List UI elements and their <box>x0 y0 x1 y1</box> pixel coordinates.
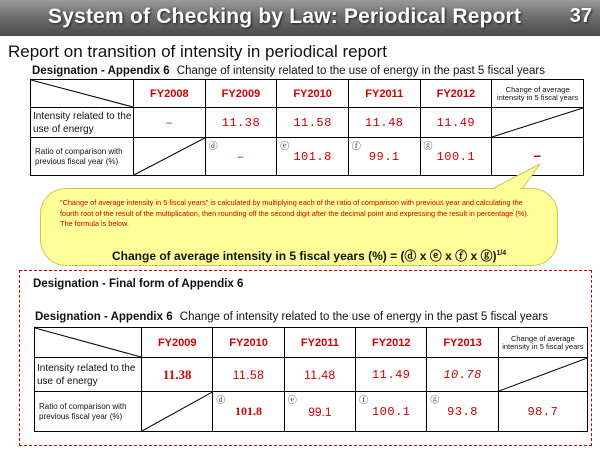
table2-row2-label-text: Ratio of comparison with previous fiscal year (%) <box>39 401 127 421</box>
table2-cell: 11.48 <box>284 358 355 392</box>
formula-text: Change of average intensity in 5 fiscal years (%) = (ⓓ x ⓔ x ⓕ x ⓖ) <box>112 249 497 263</box>
final-form-designation <box>33 278 243 290</box>
table2-ratio-value: 101.8 <box>235 404 263 418</box>
table2-ratio-cell <box>213 392 284 432</box>
table1-row2-label-text: Ratio of comparison with previous fiscal year (%) <box>35 146 123 166</box>
table2-ratio-value: 99.1 <box>308 404 332 419</box>
mark-e-icon: ⓔ <box>287 395 297 405</box>
table2-year-header: FY2013 <box>427 328 498 358</box>
table2-ratio-value: 93.8 <box>447 404 478 419</box>
callout-text: "Change of average intensity in 5 fiscal years" is calculated by multiplying each of the ratio of comparison with previous year and calculating the fourth root of the result of the multiplication, then rounding off the second digit after the decimal point and expressing the result in percentage (%). The formula is below. <box>60 198 529 228</box>
table1-year-header: FY2011 <box>348 80 420 108</box>
table1-cell: 11.38 <box>205 108 277 138</box>
table2-avg-header: Change of average intensity in 5 fiscal years <box>498 328 587 358</box>
table2-ratio-cell <box>427 392 498 432</box>
table1-designation-bold: Designation - Appendix 6 <box>32 65 170 77</box>
formula <box>112 247 506 264</box>
table2-designation-bold: Designation - Appendix 6 <box>35 311 173 323</box>
formula-exponent: 1/4 <box>496 250 507 257</box>
table2-ratio-cell <box>356 392 427 432</box>
mark-e-icon: ⓔ <box>280 142 290 152</box>
table1-cell: 11.48 <box>348 108 420 138</box>
table2-cell: 11.38 <box>142 358 213 392</box>
table1-year-header: FY2008 <box>133 80 205 108</box>
table1-ratio-value: 101.8 <box>293 149 332 164</box>
table1-cell: – <box>133 108 205 138</box>
table2-empty-cell <box>498 358 587 392</box>
table2-corner-cell <box>35 328 142 358</box>
table2-ratio-value: 100.1 <box>371 404 411 419</box>
table1-ratio-value: 99.1 <box>368 149 400 164</box>
mark-d-icon: ⓓ <box>216 395 226 405</box>
table2-year-header: FY2009 <box>142 328 213 358</box>
table1-year-header: FY2010 <box>277 80 349 108</box>
table2-designation-text: Change of intensity related to the use of energy in the past 5 fiscal years <box>179 311 549 323</box>
mark-f-icon: ⓕ <box>351 142 362 152</box>
table2-avg-value: 98.7 <box>498 392 587 432</box>
table1-year-header: FY2012 <box>420 80 492 108</box>
table2-cell: 11.58 <box>213 358 284 392</box>
slide-title: System of Checking by Law: Periodical Report <box>48 5 522 28</box>
mark-f-icon: ⓕ <box>359 396 369 406</box>
table1-year-header: FY2009 <box>205 80 277 108</box>
mark-d-icon: ⓓ <box>208 142 219 152</box>
table1-avg-header: Change of average intensity in 5 fiscal years <box>492 80 584 108</box>
table2-year-header: FY2011 <box>284 328 355 358</box>
table2-cell: 10.78 <box>427 358 498 392</box>
mark-g-icon: ⓖ <box>423 142 434 152</box>
table1-cell: 11.49 <box>420 108 492 138</box>
table1-avg-value: – <box>492 138 584 176</box>
table2-row2-label <box>35 392 142 432</box>
table2-ratio-cell <box>284 392 355 432</box>
slide-number: 37 <box>569 5 592 27</box>
table1-cell: 11.58 <box>277 108 349 138</box>
table1-ratio-value: – <box>237 149 245 164</box>
table1-designation-text: Change of intensity related to the use of energy in the past 5 fiscal years <box>176 65 546 77</box>
table2-empty-cell <box>142 392 213 432</box>
table2 <box>34 327 588 432</box>
table2-year-header: FY2010 <box>213 328 284 358</box>
table2-row1-label: Intensity related to the use of energy <box>35 358 142 392</box>
table1-ratio-value: 100.1 <box>436 149 476 164</box>
table2-cell: 11.49 <box>356 358 427 392</box>
mark-g-icon: ⓖ <box>430 396 440 406</box>
table2-designation <box>35 311 548 323</box>
table2-year-header: FY2012 <box>356 328 427 358</box>
final-form-designation-bold: Designation - Final form of Appendix 6 <box>33 278 244 290</box>
subtitle: Report on transition of intensity in periodical report <box>8 42 387 61</box>
table1-row1-label: Intensity related to the use of energy <box>31 108 134 138</box>
